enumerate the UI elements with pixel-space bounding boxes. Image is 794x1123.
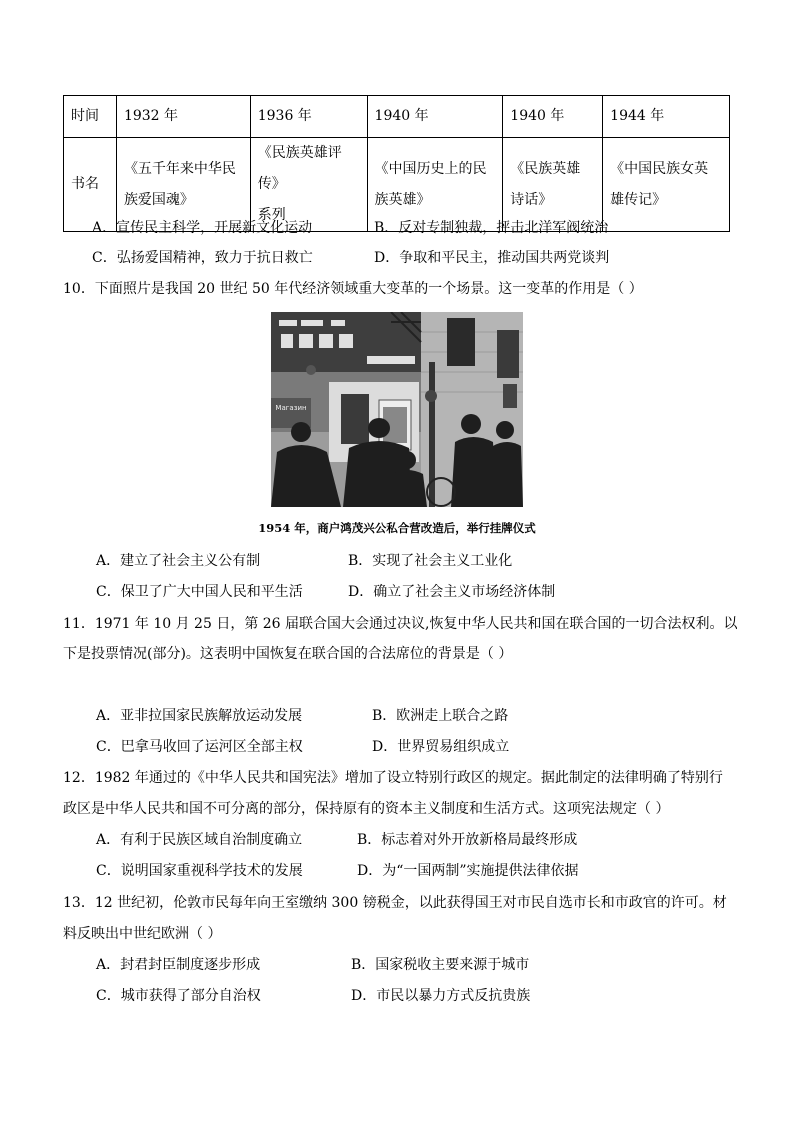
cell-line: 《中国民族女英 xyxy=(610,160,709,177)
table-cell: 1940 年 xyxy=(503,96,603,138)
q12-stem-line-2: 政区是中华人民共和国不可分离的部分，保持原有的资本主义制度和生活方式。这项宪法规定（ ） xyxy=(63,801,670,817)
table-cell: 1932 年 xyxy=(116,96,250,138)
table-cell: 1944 年 xyxy=(603,96,730,138)
cell-line: 《民族英雄 xyxy=(510,160,581,177)
q13-option-a: A．封君封臣制度逐步形成 xyxy=(96,957,261,973)
shop-sign-text: Магазин xyxy=(275,404,307,412)
q10-option-a: A．建立了社会主义公有制 xyxy=(96,553,261,569)
q9-option-b: B．反对专制独裁，抨击北洋军阀统治 xyxy=(374,220,609,236)
table-cell xyxy=(603,138,730,232)
q9-option-d: D．争取和平民主，推动国共两党谈判 xyxy=(374,250,610,266)
cell-line: 《民族英雄评传》 xyxy=(257,145,342,192)
cell-line: 诗话》 xyxy=(510,191,553,208)
table-cell: 1940 年 xyxy=(367,96,503,138)
q12-stem-line-1: 12．1982 年通过的《中华人民共和国宪法》增加了设立特别行政区的规定。据此制定的法律明确了特别行 xyxy=(63,770,723,786)
cell-line: 系列 xyxy=(257,207,286,223)
q11-option-c: C．巴拿马收回了运河区全部主权 xyxy=(96,739,303,755)
q10-option-c: C．保卫了广大中国人民和平生活 xyxy=(96,584,303,600)
q12-option-c: C．说明国家重视科学技术的发展 xyxy=(96,863,303,879)
q11-option-d: D．世界贸易组织成立 xyxy=(372,739,510,755)
table-cell: 1936 年 xyxy=(250,96,367,138)
q9-option-c: C．弘扬爱国精神，致力于抗日救亡 xyxy=(92,250,313,266)
table-header-book: 书名 xyxy=(64,138,117,232)
table-header-time: 时间 xyxy=(64,96,117,138)
cell-line: 族英雄》 xyxy=(374,191,431,208)
historical-photo xyxy=(271,312,523,507)
q11-option-a: A．亚非拉国家民族解放运动发展 xyxy=(96,708,303,724)
table-row-time xyxy=(64,96,730,138)
cell-line: 雄传记》 xyxy=(610,191,667,208)
q11-option-b: B．欧洲走上联合之路 xyxy=(372,708,509,724)
q10-option-b: B．实现了社会主义工业化 xyxy=(348,553,513,569)
cell-line: 《中国历史上的民 xyxy=(374,160,487,177)
q10-option-d: D．确立了社会主义市场经济体制 xyxy=(348,584,556,600)
cell-line: 族爱国魂》 xyxy=(123,191,194,208)
q13-option-b: B．国家税收主要来源于城市 xyxy=(351,957,530,973)
q11-stem-line-2: 下是投票情况(部分)。这表明中国恢复在联合国的合法席位的背景是（ ） xyxy=(63,646,513,662)
q12-option-b: B．标志着对外开放新格局最终形成 xyxy=(357,832,578,848)
q12-option-d: D．为“一国两制”实施提供法律依据 xyxy=(357,863,579,879)
q9-option-a: A．宣传民主科学，开展新文化运动 xyxy=(92,220,313,236)
book-table xyxy=(63,95,730,232)
q13-option-c: C．城市获得了部分自治权 xyxy=(96,988,261,1004)
cell-line: 《五千年来中华民 xyxy=(123,160,236,177)
photo-caption: 1954 年，商户鸿茂兴公私合营改造后，举行挂牌仪式 xyxy=(258,521,536,535)
q13-stem-line-1: 13．12 世纪初，伦敦市民每年向王室缴纳 300 镑税金，以此获得国王对市民自选市长和市政官的许可。材 xyxy=(63,895,727,911)
q10-stem: 10．下面照片是我国 20 世纪 50 年代经济领域重大变革的一个场景。这一变革的作用是（ ） xyxy=(63,281,643,297)
q12-option-a: A．有利于民族区域自治制度确立 xyxy=(96,832,303,848)
q13-stem-line-2: 料反映出中世纪欧洲（ ） xyxy=(63,926,222,942)
q11-stem-line-1: 11．1971 年 10 月 25 日，第 26 届联合国大会通过决议,恢复中华人民共和国在联合国的一切合法权利。以 xyxy=(63,616,738,632)
q13-option-d: D．市民以暴力方式反抗贵族 xyxy=(351,988,531,1004)
photo-illustration xyxy=(271,312,523,507)
